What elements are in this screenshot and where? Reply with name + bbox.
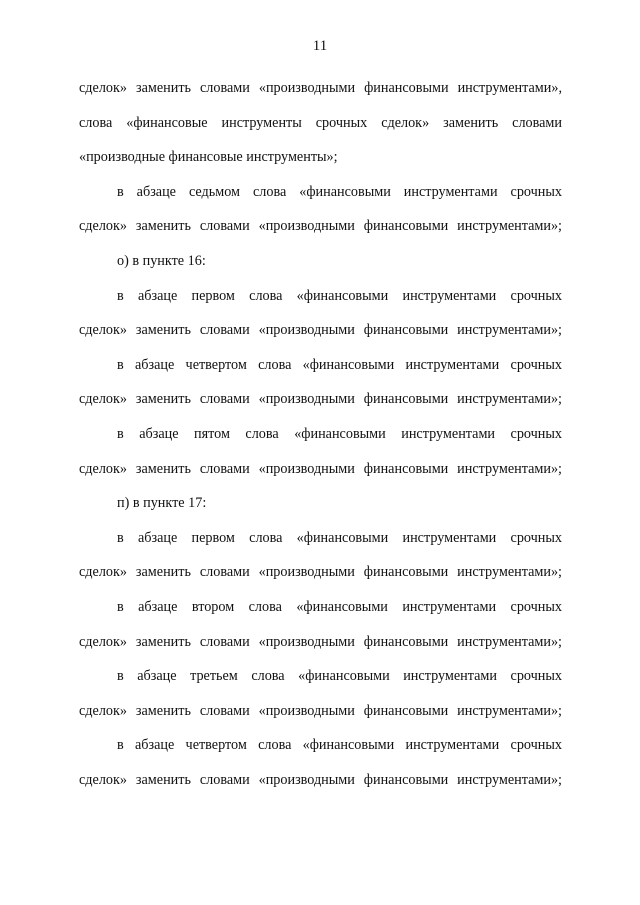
text-line: в абзаце пятом слова «финансовыми инструментами срочных xyxy=(117,425,562,442)
text-line: сделок» заменить словами «производными финансовыми инструментами»; xyxy=(79,218,562,235)
text-line: в абзаце первом слова «финансовыми инструментами срочных xyxy=(117,529,562,546)
text-line: сделок» заменить словами «производными финансовыми инструментами»; xyxy=(79,771,562,788)
text-line: п) в пункте 17: xyxy=(117,495,207,512)
text-line: сделок» заменить словами «производными финансовыми инструментами»; xyxy=(79,633,562,650)
text-line: слова «финансовые инструменты срочных сделок» заменить словами xyxy=(79,114,562,131)
text-line: сделок» заменить словами «производными финансовыми инструментами»; xyxy=(79,460,562,477)
text-line: сделок» заменить словами «производными финансовыми инструментами»; xyxy=(79,391,562,408)
text-line: сделок» заменить словами «производными финансовыми инструментами»; xyxy=(79,564,562,581)
text-line: сделок» заменить словами «производными финансовыми инструментами», xyxy=(79,80,562,96)
text-line: в абзаце четвертом слова «финансовыми инструментами срочных xyxy=(117,356,562,373)
text-line: в абзаце третьем слова «финансовыми инструментами срочных xyxy=(117,668,562,685)
text-line: сделок» заменить словами «производными финансовыми инструментами»; xyxy=(79,322,562,339)
text-line: сделок» заменить словами «производными финансовыми инструментами»; xyxy=(79,702,562,719)
text-line: в абзаце втором слова «финансовыми инструментами срочных xyxy=(117,598,562,615)
text-line: в абзаце седьмом слова «финансовыми инструментами срочных xyxy=(117,183,562,200)
document-body xyxy=(79,79,562,805)
page-number: 11 xyxy=(312,38,328,54)
text-line: «производные финансовые инструменты»; xyxy=(79,149,338,166)
text-line: о) в пункте 16: xyxy=(117,252,206,269)
text-line: в абзаце первом слова «финансовыми инструментами срочных xyxy=(117,287,562,304)
text-line: в абзаце четвертом слова «финансовыми инструментами срочных xyxy=(117,737,562,754)
